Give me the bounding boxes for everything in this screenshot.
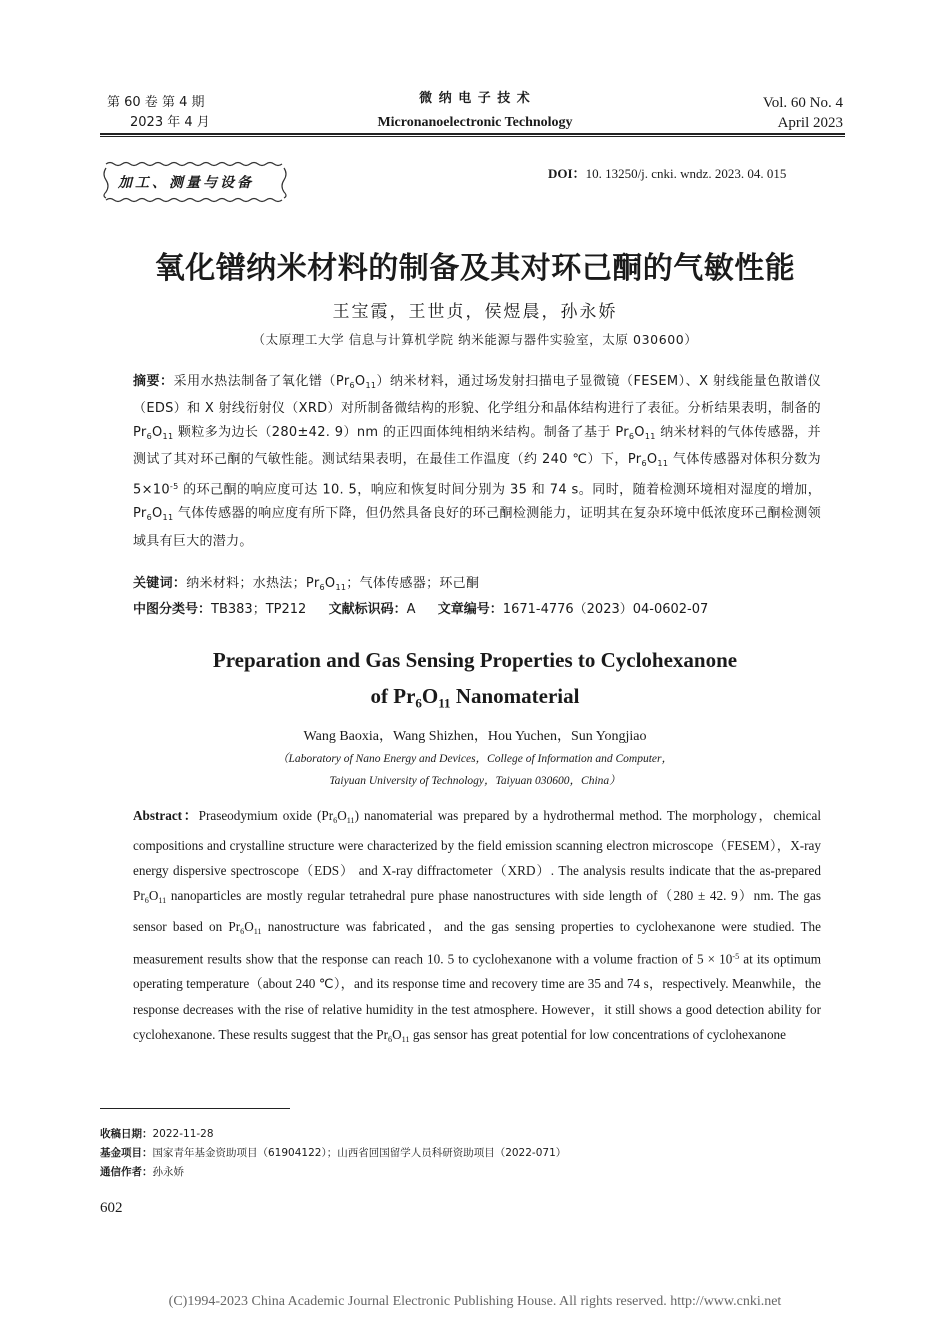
corresponding-label: 通信作者： <box>100 1166 153 1178</box>
formula-o: O <box>151 506 163 522</box>
formula-o: O <box>151 424 163 440</box>
formula-o: O <box>646 452 658 468</box>
corresponding-author: 孙永娇 <box>152 1166 184 1178</box>
subscript: 6 <box>144 896 149 906</box>
formula-pr: Pr <box>393 684 416 708</box>
abstract-cn-label: 摘要： <box>133 374 174 389</box>
affiliation-en-line1: （Laboratory of Nano Energy and Devices，College of Information and Computer， <box>277 753 673 765</box>
formula-pr: Pr <box>133 506 147 522</box>
abstract-en-text: nanoparticles are mostly regular tetrahedral pure phase nanostructures with side length of（280 ± 42. 9）nm. The gas sensor based on <box>133 888 821 934</box>
formula-pr: Pr <box>615 424 629 440</box>
title-en-line2 <box>100 684 850 712</box>
copyright-notice: (C)1994-2023 China Academic Journal Electronic Publishing House. All rights reserved. http://www.cnki.net <box>168 1294 782 1309</box>
affiliation-cn: （太原理工大学 信息与计算机学院 纳米能源与器件实验室，太原 030600） <box>252 332 698 347</box>
formula-o: O <box>392 1026 402 1042</box>
abstract-en <box>133 803 821 1052</box>
journal-name-cn: 微 纳 电 子 技 术 <box>419 91 531 106</box>
journal-name-en: Micronanoelectronic Technology <box>377 115 573 130</box>
abstract-cn-text: ）纳米材料，通过场发射扫描电子显微镜（FESEM）、X 射线能量色散谱仪（EDS）和 X 射线衍射仪（XRD）对所制备微结构的形貌、化学组分和晶体结构进行了表征。分析结果表明，制备的 <box>133 374 822 417</box>
keywords-cn-text: ；气体传感器；环己酮 <box>346 576 480 591</box>
article-number-label: 文章编号： <box>437 602 503 617</box>
formula-o: O <box>244 918 254 934</box>
formula-o: O <box>421 684 439 708</box>
footnote-fund <box>100 1144 566 1163</box>
formula-pr: Pr <box>228 918 241 934</box>
doc-code-label: 文献标识码： <box>328 602 407 617</box>
formula-o: O <box>354 374 366 389</box>
formula-o: O <box>634 424 645 440</box>
abstract-cn-text: 颗粒多为边长（280±42. 9）nm 的正四面体纯相纳米结构。制备了基于 <box>173 424 616 440</box>
doi <box>548 163 786 182</box>
abstract-en-text: gas sensor has great potential for low concentrations of cyclohexanone <box>409 1026 786 1042</box>
superscript: -5 <box>732 951 740 961</box>
footnote-rule <box>100 1108 290 1109</box>
formula-pr: Pr <box>627 452 642 468</box>
issue-date: 2023 年 4 月 <box>130 115 210 130</box>
subscript: 11 <box>253 926 262 936</box>
superscript: -5 <box>169 482 179 492</box>
section-tag-box <box>100 160 290 204</box>
title-en-line1: Preparation and Gas Sensing Properties to Cyclohexanone <box>212 648 738 672</box>
subscript: 6 <box>628 431 635 441</box>
volume-issue: 第 60 卷 第 4 期 <box>107 95 205 110</box>
header-rule-bottom <box>100 136 845 137</box>
doc-code-value: A <box>406 602 416 617</box>
article-number-value: 1671-4776（2023）04-0602-07 <box>502 602 709 617</box>
formula-pr: Pr <box>133 888 145 904</box>
title-en-suffix: Nanomaterial <box>450 684 580 708</box>
subscript: 11 <box>335 582 347 592</box>
formula-o: O <box>324 576 336 591</box>
formula-o: O <box>337 808 347 823</box>
formula-pr: Pr <box>376 1026 389 1042</box>
subscript: 6 <box>349 380 355 390</box>
subscript: 6 <box>388 1034 393 1044</box>
abstract-cn-text: 采用水热法制备了氧化镨（Pr <box>173 374 350 389</box>
abstract-cn-text: 气体传感器的响应度有所下降，但仍然具备良好的环己酮检测能力，证明其在复杂环境中低浓度环己酮检测领域具有巨大的潜力。 <box>133 506 821 549</box>
subscript: 11 <box>438 695 451 711</box>
affiliation-en-line2: Taiyuan University of Technology，Taiyuan 030600，China） <box>329 775 621 787</box>
clc-label: 中图分类号： <box>133 602 212 617</box>
fund-text: 国家青年基金资助项目（61904122）；山西省回国留学人员科研资助项目（2022-071） <box>152 1147 567 1159</box>
section-tag: 加工、测量与设备 <box>118 175 254 191</box>
keywords-cn <box>133 572 479 592</box>
received-date: 2022-11-28 <box>152 1128 214 1140</box>
authors-en: Wang Baoxia，Wang Shizhen，Hou Yuchen，Sun Yongjiao <box>303 729 647 744</box>
subscript: 6 <box>333 815 338 825</box>
doi-value: 10. 13250/j. cnki. wndz. 2023. 04. 015 <box>585 166 787 181</box>
header-rule-top <box>100 133 845 135</box>
formula-pr: Pr <box>133 424 147 440</box>
subscript: 6 <box>319 582 325 592</box>
page-number: 602 <box>100 1200 123 1216</box>
abstract-en-text: Praseodymium oxide ( <box>198 808 322 823</box>
volume-issue-en: Vol. 60 No. 4 <box>762 95 843 111</box>
subscript: 11 <box>162 513 174 523</box>
formula-pr: Pr <box>305 576 320 591</box>
subscript: 11 <box>346 815 355 825</box>
formula-pr: Pr <box>321 808 334 823</box>
keywords-cn-label: 关键词： <box>133 576 187 591</box>
fund-label: 基金项目： <box>100 1147 153 1159</box>
authors-cn: 王宝霞，王世贞，侯煜晨，孙永娇 <box>332 302 618 322</box>
footnote-corresponding <box>100 1163 184 1182</box>
classification-line <box>133 598 708 617</box>
subscript: 6 <box>146 431 152 441</box>
subscript: 6 <box>240 926 245 936</box>
subscript: 6 <box>641 458 647 468</box>
subscript: 11 <box>162 431 174 441</box>
subscript: 11 <box>644 431 656 441</box>
subscript: 11 <box>657 458 669 468</box>
abstract-cn-text: 气体传感器对体积分数为 5×10 <box>133 452 821 498</box>
received-label: 收稿日期： <box>100 1128 153 1140</box>
abstract-cn-text: 纳米材料的气体传感器，并测试了其对环己酮的气敏性能。测试结果表明，在最佳工作温度（约 240 ℃）下， <box>133 424 821 468</box>
subscript: 6 <box>146 513 152 523</box>
title-en-prefix: of <box>370 684 394 708</box>
abstract-cn-text: 的环己酮的响应度可达 10. 5，响应和恢复时间分别为 35 和 74 s。同时，随着检测环境相对湿度的增加， <box>178 482 821 498</box>
subscript: 6 <box>415 695 422 711</box>
footnote-received <box>100 1125 214 1144</box>
title-cn: 氧化镨纳米材料的制备及其对环己酮的气敏性能 <box>154 251 796 286</box>
subscript: 11 <box>158 896 167 906</box>
abstract-en-label: Abstract： <box>133 808 199 823</box>
abstract-cn <box>133 370 821 553</box>
keywords-cn-text: 纳米材料；水热法； <box>186 576 306 591</box>
clc-value: TB383；TP212 <box>211 602 307 617</box>
abstract-en-text: nanostructure was fabricated，and the gas sensing properties to cyclohexanone were studied. The measurement results show that the response can reach 10. 5 to cyclohexanone with a volume fraction of 5 × 10 <box>133 918 821 967</box>
abstract-en-text: ) nanomaterial was prepared by a hydrothermal method. The morphology，chemical compositions and crystalline structure were characterized by the field emission scanning electron microscope（FESEM），X-ray energy dispersive spectroscope（EDS） and X-ray diffractometer（XRD）. The analysis results indicate that the as-prepared <box>133 808 822 879</box>
subscript: 11 <box>365 380 377 390</box>
abstract-en-text: at its optimum operating temperature（about 240 ℃），and its response time and recovery time are 35 and 74 s，respectively. Meanwhile，the response decreases with the rise of relative humidity in the test atmosphere. However，it still shows a good detection ability for cyclohexanone. These results suggest that the <box>133 951 821 1042</box>
issue-date-en: April 2023 <box>777 115 843 131</box>
subscript: 11 <box>401 1034 410 1044</box>
doi-label: DOI： <box>548 166 586 181</box>
formula-o: O <box>148 888 159 904</box>
